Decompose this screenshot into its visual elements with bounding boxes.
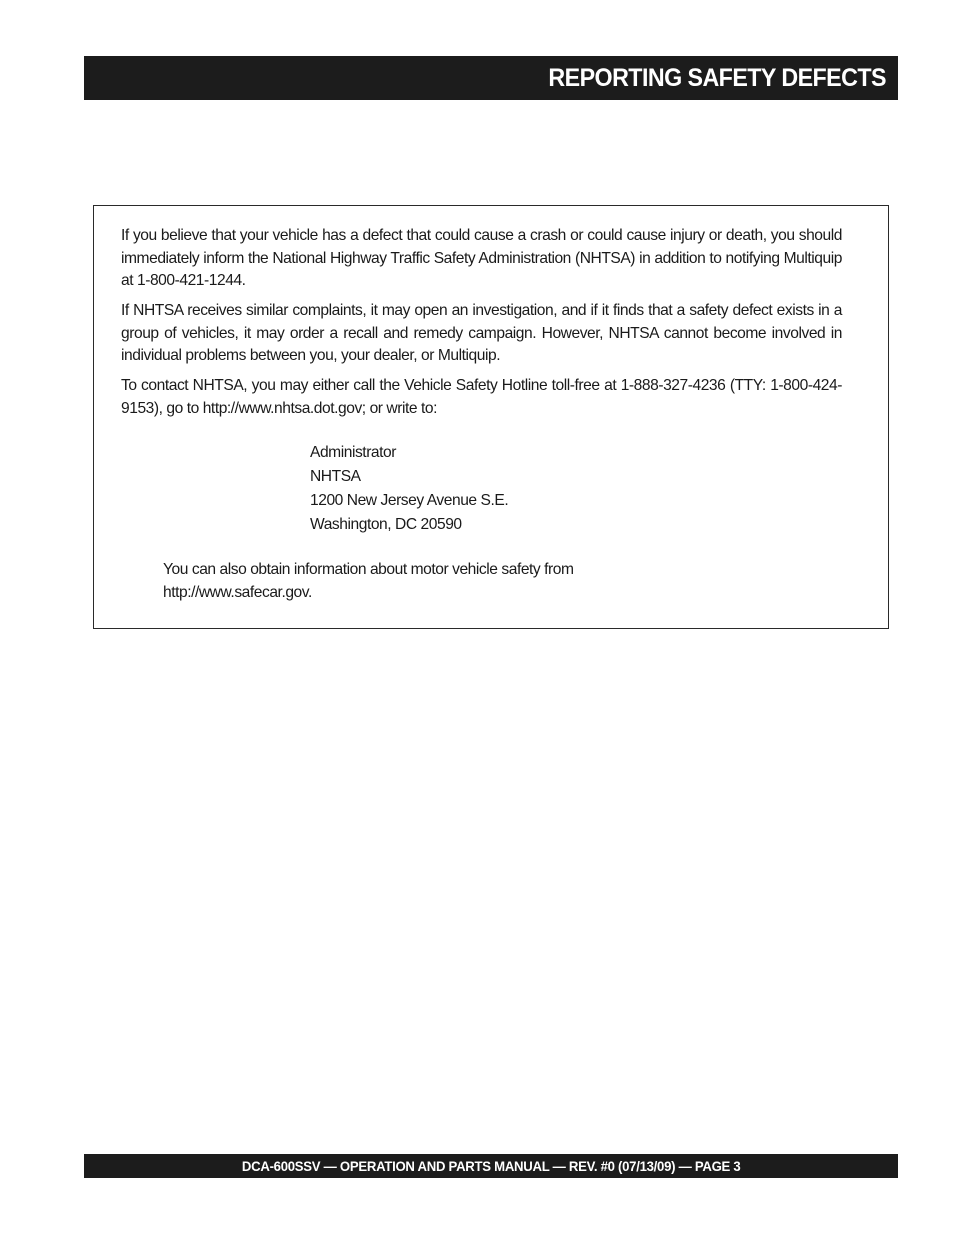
footer-manual-info: DCA-600SSV — OPERATION AND PARTS MANUAL — REV. #0 (07/13/09) — PAGE 3 xyxy=(241,1158,741,1174)
safety-notice-box xyxy=(93,205,889,629)
notice-paragraph-contact: To contact NHTSA, you may either call the Vehicle Safety Hotline toll-free at 1-888-327-4236 (TTY: 1-800-424-9153), go to http://www.nhtsa.dot.gov; or write to: xyxy=(121,377,842,417)
notice-paragraph-investigation: If NHTSA receives similar complaints, it may open an investigation, and if it finds that a safety defect exists in a group of vehicles, it may order a recall and remedy campaign. However, NHTSA cannot become involved in individual problems between you, your dealer, or Multiquip. xyxy=(121,302,842,364)
notice-paragraph-defect: If you believe that your vehicle has a defect that could cause a crash or could cause injury or death, you should immediately inform the National Highway Traffic Safety Administration (NHTSA) in addition to notifying Multiquip at 1-800-421-1244. xyxy=(121,227,842,289)
address-line-recipient: Administrator xyxy=(310,444,397,461)
mailing-address xyxy=(310,441,508,537)
page-footer-bar xyxy=(84,1154,898,1178)
address-line-agency: NHTSA xyxy=(310,468,361,485)
page-header-bar xyxy=(84,56,898,100)
address-line-street: 1200 New Jersey Avenue S.E. xyxy=(310,492,509,509)
notice-closing-text: You can also obtain information about motor vehicle safety from http://www.safecar.gov. xyxy=(163,561,574,601)
page-title: REPORTING SAFETY DEFECTS xyxy=(548,63,886,92)
address-line-city: Washington, DC 20590 xyxy=(310,516,462,533)
